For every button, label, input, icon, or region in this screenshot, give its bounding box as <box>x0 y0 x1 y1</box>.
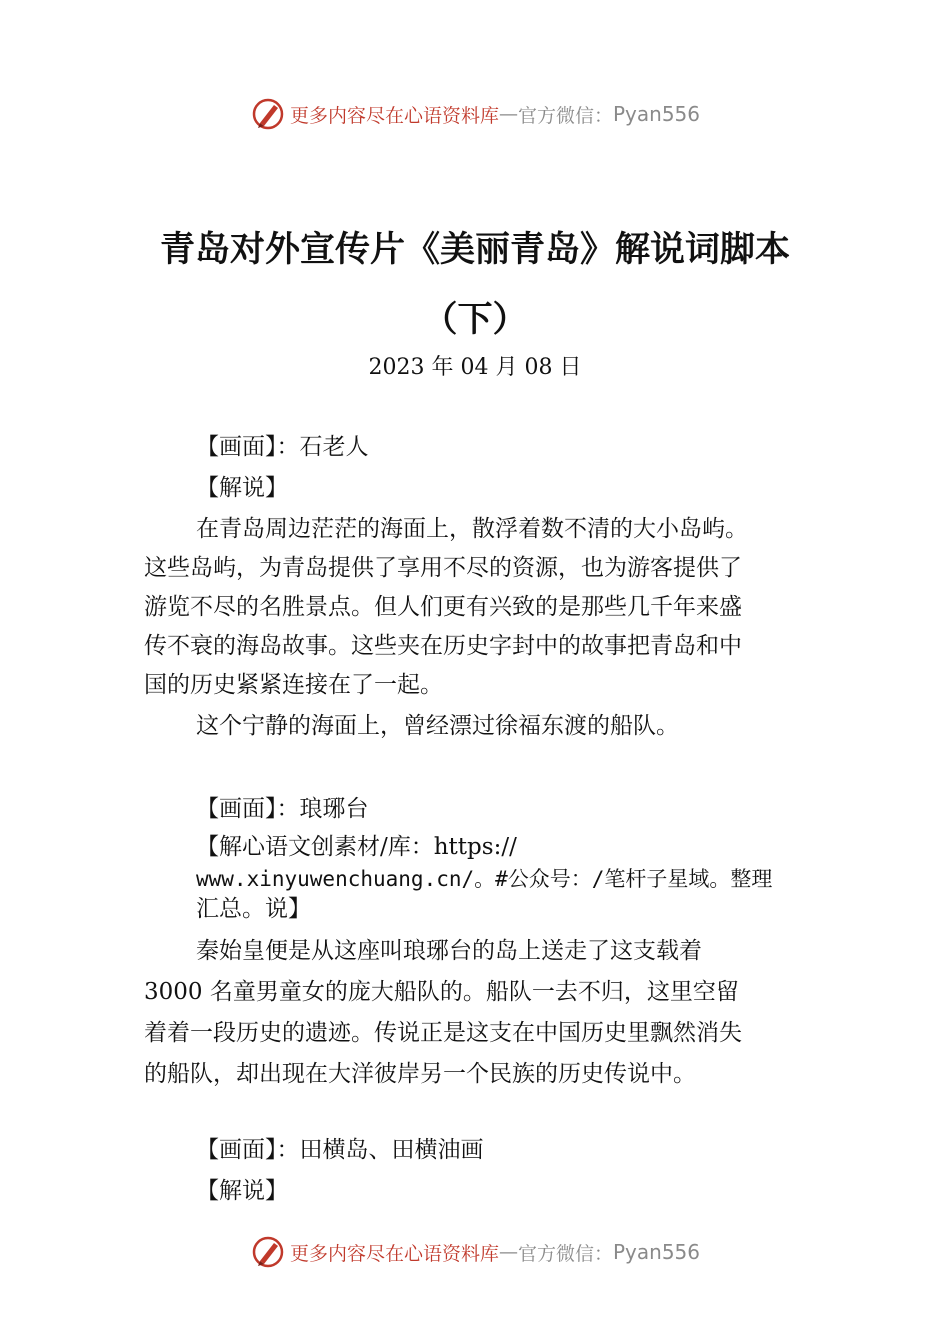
scene-label: 【画面】： <box>196 796 300 822</box>
document-title: 青岛对外宣传片《美丽青岛》解说词脚本 <box>159 230 790 270</box>
watermark-wechat-id: Pyan556 <box>613 1240 701 1264</box>
watermark-brand: 更多内容尽在心语资料库 <box>289 1242 499 1265</box>
narration-line: www.xinyuwenchuang.cn/。#公众号：/笔杆子星域。整理 <box>196 867 773 891</box>
narration-label-3: 【解说】 <box>196 1178 288 1204</box>
document-date: 2023 年 04 月 08 日 <box>368 355 582 380</box>
paragraph-line: 秦始皇便是从这座叫琅琊台的岛上送走了这支载着 <box>196 938 702 964</box>
watermark-banner-top <box>0 94 950 134</box>
paragraph-line: 游览不尽的名胜景点。但人们更有兴致的是那些几千年来盛 <box>144 594 742 620</box>
paragraph-line: 的船队，却出现在大洋彼岸另一个民族的历史传说中。 <box>144 1061 696 1087</box>
watermark-dash: — <box>498 103 518 125</box>
scene-label: 【画面】： <box>196 1137 300 1163</box>
paragraph-line: 在青岛周边茫茫的海面上，散浮着数不清的大小岛屿。 <box>196 516 748 542</box>
watermark-wechat-id: Pyan556 <box>613 102 701 126</box>
paragraph-line: 这个宁静的海面上，曾经漂过徐福东渡的船队。 <box>196 713 679 739</box>
narration-label-1: 【解说】 <box>196 475 288 501</box>
scene-label: 【画面】： <box>196 434 300 460</box>
paragraph-line: 传不衰的海岛故事。这些夹在历史字封中的故事把青岛和中 <box>144 633 742 659</box>
document-title-part: （下） <box>422 300 528 340</box>
watermark-dash: — <box>498 1241 518 1263</box>
watermark-wechat-label: 官方微信： <box>517 104 613 127</box>
paragraph-line: 国的历史紧紧连接在了一起。 <box>144 672 443 698</box>
pen-circle-logo-icon <box>250 1234 286 1270</box>
narration-line: 汇总。说】 <box>196 896 311 922</box>
scene-line-1 <box>196 428 369 466</box>
paragraph-line: 这些岛屿，为青岛提供了享用不尽的资源，也为游客提供了 <box>144 555 742 581</box>
pen-circle-logo-icon <box>250 96 286 132</box>
scene-line-2 <box>196 790 369 828</box>
watermark-wechat-label: 官方微信： <box>517 1242 613 1265</box>
scene-value: 石老人 <box>299 434 369 460</box>
paragraph-line: 3000 名童男童女的庞大船队的。船队一去不归，这里空留 <box>144 979 739 1005</box>
watermark-brand: 更多内容尽在心语资料库 <box>289 104 499 127</box>
narration-text: 【解心语文创素材/库：https:// <box>196 834 517 860</box>
paragraph-line: 着着一段历史的遗迹。传说正是这支在中国历史里飘然消失 <box>144 1020 742 1046</box>
watermark-banner-bottom <box>0 1232 950 1272</box>
scene-value: 田横岛、田横油画 <box>299 1137 484 1163</box>
narration-line <box>196 832 517 862</box>
scene-line-3 <box>196 1131 484 1169</box>
scene-value: 琅琊台 <box>299 796 369 822</box>
